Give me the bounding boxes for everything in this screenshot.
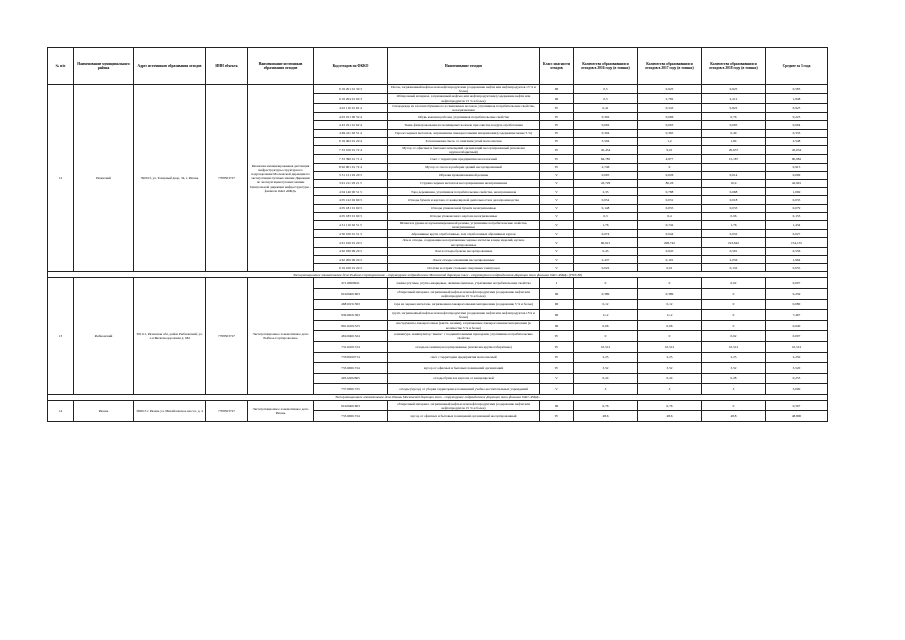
amount-2017: 0,003	[638, 121, 702, 129]
fkko-code: 7 33 100 01 72 4	[314, 145, 388, 154]
amount-2018: 1,84	[702, 137, 766, 145]
fkko-code: 40512202605	[314, 373, 388, 384]
fkko-code: 73310001724	[314, 411, 388, 422]
waste-name: Отходы упаковочного картона незагрязненные	[388, 212, 540, 220]
column-header: Наименование муниципального района	[74, 48, 134, 85]
fkko-code: 4 05 122 02 60 5	[314, 196, 388, 204]
amount-2018: 3	[702, 384, 766, 395]
fkko-code: 73310001724	[314, 363, 388, 374]
amount-2018: 1,76	[702, 220, 766, 229]
amount-2017: 0,031	[638, 196, 702, 204]
average-3-years: 0,079	[766, 204, 828, 212]
amount-2017: 10,512	[638, 342, 702, 353]
amount-2017: 0,742	[638, 220, 702, 229]
amount-2018: 0	[702, 400, 766, 411]
table-row	[48, 85, 828, 94]
fkko-code: 4 62 030 99 20 5	[314, 247, 388, 255]
average-3-years: 0,915	[766, 163, 828, 171]
waste-name: Песок, загрязненный нефтью или нефтепродуктами (содержание нефти или нефтепродуктов 15 % и более)	[388, 85, 540, 94]
waste-name: Обрезки вулканизованной резины	[388, 171, 540, 179]
hazard-class: IV	[540, 363, 574, 374]
amount-2017: 0	[638, 331, 702, 342]
waste-name: Отходы бумаги и картона от канцелярской деятельности и делопроизводства	[388, 196, 540, 204]
waste-name: грунт, загрязненный нефтью или нефтепродуктами (содержание нефти или нефтепродуктов 15% и более)	[388, 310, 540, 321]
hazard-class: I	[540, 278, 574, 289]
column-header: Количество образовавшихся отходов в 2016 году (в тоннах)	[574, 48, 638, 85]
amount-2016: 1,76	[574, 220, 638, 229]
average-3-years: 0,507	[766, 400, 828, 411]
amount-2016: 48,6	[574, 411, 638, 422]
hazard-class: V	[540, 384, 574, 395]
fkko-code: 9 19 201 01 39 3	[314, 85, 388, 94]
fkko-code: 9 19 100 01 20 5	[314, 264, 388, 272]
district-name: Рыбновский	[74, 278, 134, 395]
hazard-class: V	[540, 256, 574, 264]
column-header: Код отходов по ФККО	[314, 48, 388, 85]
waste-name: Спецодежда из хлопчатобумажного и смешанных волокон, утратившая потребительские свойства, незагрязненная	[388, 103, 540, 112]
amount-2017: 0,06	[638, 320, 702, 331]
amount-2017: 0	[638, 278, 702, 289]
amount-2016: 0,41	[574, 103, 638, 112]
average-3-years: 0,055	[766, 264, 828, 272]
hazard-class: IV	[540, 145, 574, 154]
source-name: Эксплуатационное локомотивное депо Рыбное-Сортировочное	[248, 278, 314, 395]
waste-name: отходы (мусор) от уборки территории и помещений учебно-воспитательных учреждений	[388, 384, 540, 395]
waste-name: Шланги и рукава из вулканизированной резины, утратившие потребительские свойства, незагрязненные	[388, 220, 540, 229]
amount-2018: 0,591	[702, 247, 766, 255]
average-3-years: 1,434	[766, 220, 828, 229]
amount-2018: 0	[702, 320, 766, 331]
hazard-class: V	[540, 373, 574, 384]
average-3-years: 0,007	[766, 331, 828, 342]
waste-name: Тара деревянная, утратившая потребительские свойства, незагрязненная	[388, 188, 540, 196]
waste-name: Остатки и огарки стальных сварочных электродов	[388, 264, 540, 272]
fkko-code: 4 31 110 02 51 5	[314, 220, 388, 229]
amount-2016: 2,437	[574, 256, 638, 264]
waste-name: обтирочный материал, загрязненный нефтью или нефтепродуктами (содержание нефти или нефтепродуктов 15 % и более)	[388, 289, 540, 300]
waste-name: смет с территории предприятия малоопасный	[388, 352, 540, 363]
section-note: Эксплуатационное локомотивное депо Рязань Московской дирекции тяги - структурное подразделение Дирекции тяги филиала ОАО «РЖД»	[48, 394, 828, 400]
amount-2018: 0	[702, 299, 766, 310]
amount-2017: 0,543	[638, 103, 702, 112]
amount-2016: 3,594	[574, 137, 638, 145]
source-address: 390013, ул. Товарный двор, 34, г. Рязань	[134, 85, 206, 272]
average-3-years: 2,250	[766, 352, 828, 363]
hazard-class: V	[540, 247, 574, 255]
amount-2018: 0,625	[702, 85, 766, 94]
column-header: № п/п	[48, 48, 74, 85]
waste-name: отходы из жилищ несортированные (исключая крупногабаритные)	[388, 342, 540, 353]
amount-2017: 4,877	[638, 155, 702, 163]
amount-2016: 0,24	[574, 373, 638, 384]
waste-name: Ткань фильтровальная из полимерных волокон при очистке воздуха отработанная	[388, 121, 540, 129]
amount-2017: 0,76	[638, 400, 702, 411]
waste-name: Стружка черных металлов несортированная незагрязненная	[388, 179, 540, 187]
amount-2016: 0,005	[574, 171, 638, 179]
amount-2018: 0,822	[702, 103, 766, 112]
hazard-class: V	[540, 179, 574, 187]
amount-2017: 3	[638, 384, 702, 395]
amount-2017: 0,044	[638, 230, 702, 238]
amount-2016: 45,454	[574, 145, 638, 154]
amount-2016: 60,021	[574, 238, 638, 247]
amount-2016: 2,746	[574, 163, 638, 171]
district-name: Рязань	[74, 400, 134, 421]
amount-2016: 0,389	[574, 289, 638, 300]
amount-2017: 48,6	[638, 411, 702, 422]
fkko-code: 7 33 390 01 71 4	[314, 155, 388, 163]
amount-2018: 0,49	[702, 129, 766, 137]
fkko-code: 91920401603	[314, 400, 388, 411]
amount-2016: 0,5	[574, 85, 638, 94]
waste-name: Лом и отходы бронзы несортированные	[388, 247, 540, 255]
amount-2016: 0,45	[574, 247, 638, 255]
fkko-code: 4 03 101 00 52 4	[314, 113, 388, 121]
amount-2017: 0,365	[638, 129, 702, 137]
average-3-years: 1,069	[766, 188, 828, 196]
column-header: Класс опасности отходов	[540, 48, 574, 85]
hazard-class: III	[540, 94, 574, 103]
column-header: Количество образовавшихся отходов в 2018 году (в тоннах)	[702, 48, 766, 85]
waste-name: мусор от офисных и бытовых помещений организаций	[388, 363, 540, 374]
hazard-class: III	[540, 400, 574, 411]
amount-2016: 0,304	[574, 129, 638, 137]
amount-2018: 20,637	[702, 145, 766, 154]
hazard-class: V	[540, 220, 574, 229]
column-header: Наименование отходов	[388, 48, 540, 85]
fkko-code: 4 02 110 01 62 4	[314, 103, 388, 112]
average-3-years: 0,040	[766, 320, 828, 331]
amount-2018: 193,642	[702, 238, 766, 247]
amount-2017: 11,2	[638, 310, 702, 321]
average-3-years: 0,223	[766, 113, 828, 121]
amount-2018: 0,005	[702, 121, 766, 129]
amount-2016: 3,52	[574, 363, 638, 374]
amount-2017: 0,026	[638, 171, 702, 179]
amount-2017: 0,389	[638, 289, 702, 300]
hazard-class: IV	[540, 137, 574, 145]
amount-2016: 2,33	[574, 188, 638, 196]
fkko-code: 3 61 211 03 21 5	[314, 179, 388, 187]
document-sheet	[47, 47, 827, 422]
fkko-code: 9 19 204 01 60 3	[314, 94, 388, 103]
hazard-class: V	[540, 171, 574, 179]
amount-2018: 48,8	[702, 411, 766, 422]
waste-name: отходы бумаги и картона от канцелярской	[388, 373, 540, 384]
inn-value: 7708503727	[206, 278, 248, 395]
amount-2016: 43,729	[574, 179, 638, 187]
fkko-code: 4 62 200 06 20 5	[314, 256, 388, 264]
amount-2016: 3	[574, 384, 638, 395]
waste-name: тара из черных металлов, загрязненная лакокрасочными материалами (содержание 5 % и более)	[388, 299, 540, 310]
hazard-class: IV	[540, 352, 574, 363]
fkko-code: 73111001724	[314, 342, 388, 353]
amount-2018: 0,032	[702, 230, 766, 238]
fkko-code: 91920401603	[314, 289, 388, 300]
average-3-years: 3,000	[766, 384, 828, 395]
amount-2018: 2,212	[702, 94, 766, 103]
amount-2016: 11,2	[574, 310, 638, 321]
amount-2017: 0,24	[638, 373, 702, 384]
amount-2016: 0	[574, 331, 638, 342]
amount-2018: 0	[702, 310, 766, 321]
source-address: 391111, Рязанская обл, район Рыбновский, ул. 1-я Железнодорожная д. 6Ы	[134, 278, 206, 395]
waste-name: Обтирочный материал, загрязненный нефтью или нефтепродуктами (содержание нефти или нефтепродуктов 15 % и более)	[388, 94, 540, 103]
fkko-code: 89111001523	[314, 320, 388, 331]
average-3-years: 7,467	[766, 310, 828, 321]
amount-2017: 0,625	[638, 85, 702, 94]
amount-2017: 0,4	[638, 212, 702, 220]
amount-2018: 0,02	[702, 331, 766, 342]
waste-register-table	[47, 47, 828, 422]
amount-2018: 10,512	[702, 342, 766, 353]
average-3-years: 1,848	[766, 94, 828, 103]
amount-2018: 2,25	[702, 352, 766, 363]
column-header: Наименование источников образования отходов	[248, 48, 314, 85]
waste-name: Смет с территории предприятия малоопасный	[388, 155, 540, 163]
waste-name: Мусор от офисных и бытовых помещений организаций несортированный (исключая крупногабаритный)	[388, 145, 540, 154]
average-3-years: 10,512	[766, 342, 828, 353]
fkko-code: 4 05 181 01 60 5	[314, 204, 388, 212]
average-3-years: 48,800	[766, 411, 828, 422]
amount-2017: 80,26	[638, 179, 702, 187]
fkko-code: 3 31 151 02 20 5	[314, 171, 388, 179]
hazard-class: IV	[540, 129, 574, 137]
hazard-class: V	[540, 264, 574, 272]
hazard-class: IV	[540, 163, 574, 171]
average-3-years: 0,080	[766, 299, 828, 310]
waste-name: мусор от офисных и бытовых помещений организаций несортированный	[388, 411, 540, 422]
fkko-code: 73710001725	[314, 384, 388, 395]
amount-2017: 3,52	[638, 363, 702, 374]
hazard-class: V	[540, 212, 574, 220]
amount-2017: 2,25	[638, 352, 702, 363]
fkko-code: 4 43 221 01 62 4	[314, 121, 388, 129]
waste-name: Золошлаковая смесь от сжигания углей малоопасная	[388, 137, 540, 145]
waste-name: инструменты лакокрасочные (кисти, валики), загрязненные лакокрасочными материалами (в количестве 5 % и более)	[388, 320, 540, 331]
amount-2018	[702, 163, 766, 171]
hazard-class: V	[540, 238, 574, 247]
inn-value: 7708503727	[206, 400, 248, 421]
column-header: Количество образовавшихся отходов в 2017 году (в тоннах)	[638, 48, 702, 85]
amount-2016: 0,06	[574, 320, 638, 331]
amount-2016: 0	[574, 278, 638, 289]
fkko-code: 4 61 010 01 20 5	[314, 238, 388, 247]
average-3-years: 0,333	[766, 129, 828, 137]
amount-2018: 0,76	[702, 113, 766, 121]
fkko-code: 4 69 411 02 51 4	[314, 129, 388, 137]
amount-2016: 0,76	[574, 400, 638, 411]
amount-2017: 0,096	[638, 113, 702, 121]
hazard-class: IV	[540, 411, 574, 422]
average-3-years: 45,034	[766, 145, 828, 154]
row-number: 12	[48, 85, 74, 272]
row-number: 14	[48, 400, 74, 421]
table-header-row	[48, 48, 828, 85]
table-row	[48, 400, 828, 411]
inn-value: 7708503727	[206, 85, 248, 272]
amount-2016: 0,054	[574, 196, 638, 204]
waste-name: Лом и отходы, содержащие незагрязненные черные металлы в виде изделий, кусков, несортированные	[388, 238, 540, 247]
average-3-years: 3,520	[766, 363, 828, 374]
hazard-class: III	[540, 85, 574, 94]
amount-2016: 84,785	[574, 155, 638, 163]
amount-2018: 0,033	[702, 204, 766, 212]
fkko-code: 48120401524	[314, 331, 388, 342]
amount-2018: 10,4	[702, 179, 766, 187]
amount-2017: 208,742	[638, 238, 702, 247]
amount-2016: 2,25	[574, 352, 638, 363]
amount-2018: 2,056	[702, 256, 766, 264]
average-3-years: 42,991	[766, 179, 828, 187]
waste-name: Обувь кожаная рабочая, утратившая потребительские свойства	[388, 113, 540, 121]
waste-name: Лом и отходы алюминия несортированные	[388, 256, 540, 264]
average-3-years: 0,027	[766, 230, 828, 238]
waste-name: обтирочный материал, загрязненный нефтью или нефтепродуктами (содержание нефти или нефтепродуктов 15 % и более)	[388, 400, 540, 411]
hazard-class: IV	[540, 155, 574, 163]
amount-2018: 0	[702, 289, 766, 300]
amount-2018: 0,014	[702, 171, 766, 179]
average-3-years: 0,259	[766, 289, 828, 300]
amount-2017: 9,01	[638, 145, 702, 154]
average-3-years: 0,583	[766, 85, 828, 94]
amount-2016: 0,302	[574, 113, 638, 121]
average-3-years: 0,925	[766, 103, 828, 112]
hazard-class: III	[540, 320, 574, 331]
table-body	[48, 85, 828, 422]
fkko-code: 9 19 402 01 20 4	[314, 137, 388, 145]
fkko-code: 4 04 140 00 51 5	[314, 188, 388, 196]
waste-name: Мусор от сноса и разборки зданий несортированный	[388, 163, 540, 171]
amount-2018: 0,02	[702, 278, 766, 289]
fkko-code: 93910021393	[314, 310, 388, 321]
average-3-years: 0,556	[766, 247, 828, 255]
amount-2018: 0,018	[702, 196, 766, 204]
hazard-class: V	[540, 196, 574, 204]
column-header: Среднее за 3 года	[766, 48, 828, 85]
amount-2017: 0,788	[638, 188, 702, 196]
amount-2016: 0,148	[574, 204, 638, 212]
amount-2016: 0,3	[574, 212, 638, 220]
amount-2017: 0	[638, 163, 702, 171]
average-3-years: 0,007	[766, 278, 828, 289]
waste-name: Тара из черных металлов, загрязненная лакокрасочными материалами (содержание менее 5 %)	[388, 129, 540, 137]
average-3-years: 0,009	[766, 171, 828, 179]
source-name: Эксплуатационное локомотивное депо Рязань	[248, 400, 314, 421]
amount-2016: 0,12	[574, 299, 638, 310]
amount-2018: 0,132	[702, 264, 766, 272]
hazard-class: III	[540, 310, 574, 321]
fkko-code: 73339100714	[314, 352, 388, 363]
average-3-years: 0,035	[766, 196, 828, 204]
hazard-class: V	[540, 230, 574, 238]
amount-2018: 0,28	[702, 373, 766, 384]
amount-2016: 0,5	[574, 94, 638, 103]
average-3-years: 0,004	[766, 121, 828, 129]
waste-name: клавиатура, манипулятор "мышь" с соединительными проводами, утратившие потребительские свойства	[388, 331, 540, 342]
row-number: 13	[48, 278, 74, 395]
amount-2017: 0,01	[638, 264, 702, 272]
average-3-years: 0,253	[766, 373, 828, 384]
fkko-code: 47110000921	[314, 278, 388, 289]
average-3-years: 2,548	[766, 137, 828, 145]
amount-2017: 0,645	[638, 247, 702, 255]
district-name: Рязанский	[74, 85, 134, 272]
source-address: 390013 г. Рязань ул. Михайловское шоссе, д. 4	[134, 400, 206, 421]
hazard-class: V	[540, 188, 574, 196]
section-note: Эксплуатационное локомотивное депо Рыбное-Сортировочное - структурное подразделение Московской дирекции тяги - структурного подразделения Дирекции тяги филиала ОАО «РЖД» (ТЧЭ-38)	[48, 272, 828, 278]
amount-2017: 1,2	[638, 137, 702, 145]
amount-2017: 0,191	[638, 256, 702, 264]
amount-2016: 10,512	[574, 342, 638, 353]
column-header: Адрес источников образования отходов	[134, 48, 206, 85]
average-3-years: 154,135	[766, 238, 828, 247]
amount-2018: 0,668	[702, 188, 766, 196]
hazard-class: V	[540, 204, 574, 212]
hazard-class: IV	[540, 103, 574, 112]
amount-2017: 0,055	[638, 204, 702, 212]
source-name: Рязанская механизированная дистанция инфраструктуры структурного подразделения Московской дирекции по эксплуатации путевых машин Дирекции по эксплуатации путевых машин Центральной дирекции инфраструктуры - филиала ОАО «РЖД»	[248, 85, 314, 272]
fkko-code: 46810151393	[314, 299, 388, 310]
waste-name: Абразивные круги отработанные, лом отработанных абразивных кругов	[388, 230, 540, 238]
waste-name: лампы ртутные, ртутно-кварцевые, люминесцентные, утратившие потребительские свойства	[388, 278, 540, 289]
table-row	[48, 278, 828, 289]
hazard-class: IV	[540, 113, 574, 121]
average-3-years: 0,153	[766, 212, 828, 220]
hazard-class: IV	[540, 121, 574, 129]
average-3-years: 1,964	[766, 256, 828, 264]
amount-2017: 0,12	[638, 299, 702, 310]
hazard-class: III	[540, 289, 574, 300]
amount-2016: 0,074	[574, 230, 638, 238]
waste-name: Отходы упаковочной бумаги незагрязненные	[388, 204, 540, 212]
column-header: ИНН объекта	[206, 48, 248, 85]
hazard-class: IV	[540, 331, 574, 342]
amount-2016: 0,002	[574, 121, 638, 129]
amount-2018: 15,187	[702, 155, 766, 163]
fkko-code: 8 92 001 01 72 4	[314, 163, 388, 171]
hazard-class: III	[540, 299, 574, 310]
amount-2016: 0,022	[574, 264, 638, 272]
amount-2017: 2,782	[638, 94, 702, 103]
fkko-code: 4 05 183 01 60 5	[314, 212, 388, 220]
hazard-class: IV	[540, 342, 574, 353]
fkko-code: 4 56 100 01 51 5	[314, 230, 388, 238]
average-3-years: 90,982	[766, 155, 828, 163]
amount-2018: 0,06	[702, 212, 766, 220]
amount-2018: 3,52	[702, 363, 766, 374]
